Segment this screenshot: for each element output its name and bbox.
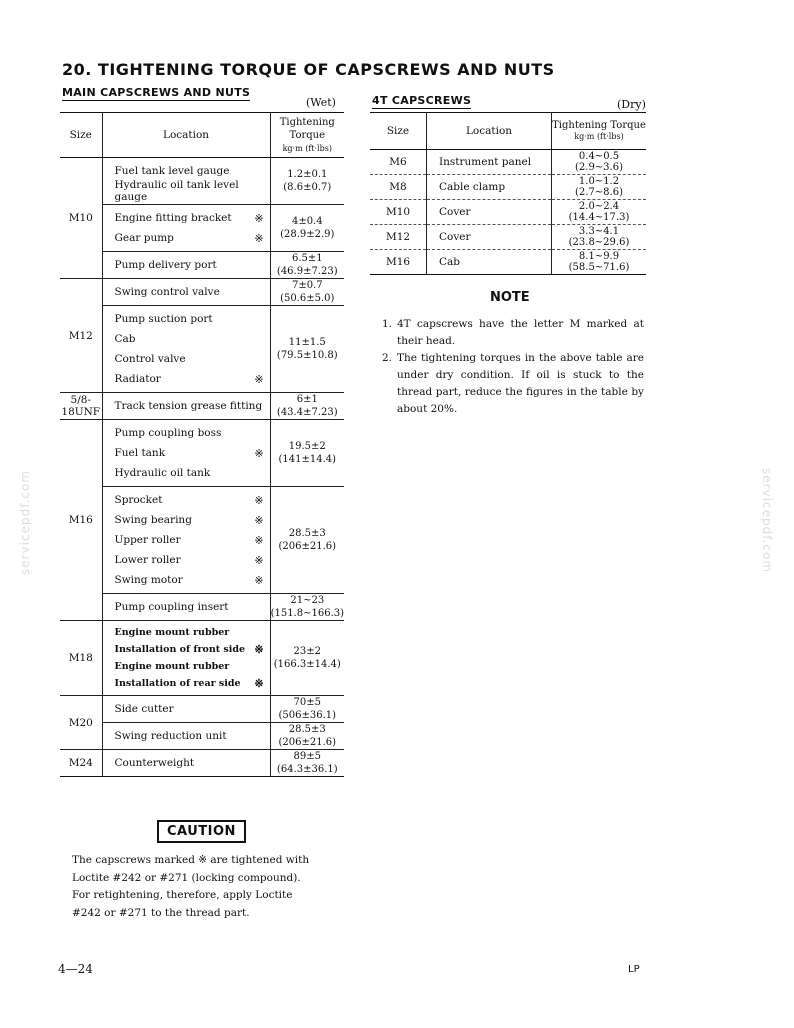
torque-imperial: (46.9±7.23)	[276, 266, 338, 277]
4t-header-torque-line1: Tightening Torque	[552, 120, 646, 131]
table-row	[370, 175, 646, 200]
note-list	[382, 316, 644, 418]
main-table-heading: MAIN CAPSCREWS AND NUTS	[62, 86, 251, 99]
loctite-mark-icon: ※	[254, 573, 264, 587]
table-row	[60, 158, 344, 205]
location-item	[115, 570, 270, 590]
location-name: Hydraulic oil tank	[114, 467, 211, 479]
size-cell	[60, 393, 102, 420]
size-cell: M20	[60, 696, 102, 750]
size-cell: M16	[370, 250, 427, 275]
torque-value: 1.2±0.1	[287, 169, 328, 180]
torque-cell	[270, 306, 344, 393]
torque-cell	[552, 175, 647, 200]
location-name: Side cutter	[114, 703, 174, 715]
location-item	[115, 181, 270, 201]
note-text: The tightening torques in the above table are under dry condition. If oil is stuck to the thread part, reduce the figures in the table by about 20%.	[397, 352, 644, 415]
page-title: 20. TIGHTENING TORQUE OF CAPSCREWS AND NUTS	[62, 60, 555, 79]
loctite-mark-icon: ※	[254, 372, 264, 386]
location-name: Engine fitting bracket	[114, 212, 232, 224]
table-row	[60, 621, 344, 696]
location-item	[115, 329, 270, 349]
torque-cell	[270, 594, 344, 621]
location-name: Pump coupling insert	[114, 601, 229, 613]
torque-value: 7±0.7	[291, 280, 323, 291]
location-name: Swing motor	[114, 574, 183, 586]
location-item	[115, 658, 270, 675]
loctite-mark-icon: ※	[254, 533, 264, 547]
caution-text: The capscrews marked ※ are tightened with Loctite #242 or #271 (locking compound). For retightening, therefore, apply Loctite #242 or #271 to the thread part.	[72, 854, 310, 919]
page-number: 4—24	[58, 962, 93, 976]
location-cell	[102, 487, 270, 594]
location-name: Control valve	[114, 353, 186, 365]
torque-cell	[552, 200, 647, 225]
table-row	[60, 487, 344, 594]
location-item	[115, 423, 270, 443]
torque-imperial: (58.5~71.6)	[568, 262, 630, 273]
torque-cell	[270, 252, 344, 279]
location-cell	[102, 252, 270, 279]
location-name: Swing reduction unit	[114, 730, 227, 742]
torque-imperial: (166.3±14.4)	[273, 659, 341, 670]
torque-imperial: (43.4±7.23)	[276, 407, 338, 418]
torque-imperial: (23.8~29.6)	[568, 237, 630, 248]
table-row	[60, 696, 344, 723]
torque-imperial: (2.9~3.6)	[575, 162, 623, 173]
location-cell	[102, 158, 270, 205]
loctite-mark-icon: ※	[254, 513, 264, 527]
torque-value: 19.5±2	[288, 441, 326, 452]
table-row	[60, 750, 344, 777]
location-name: Counterweight	[114, 757, 195, 769]
loctite-mark-icon: ※	[254, 231, 264, 245]
size-line: 5/8-	[70, 394, 91, 406]
location-item	[115, 675, 270, 692]
doc-code: LP	[628, 964, 640, 975]
torque-value: 2.0~2.4	[578, 201, 620, 212]
4t-table-heading: 4T CAPSCREWS	[372, 94, 472, 107]
size-cell: M24	[60, 750, 102, 777]
torque-imperial: (141±14.4)	[278, 454, 337, 465]
note-number: 1.	[382, 318, 393, 330]
torque-imperial: (2.7~8.6)	[575, 187, 623, 198]
size-cell: M16	[60, 420, 102, 621]
size-cell: M12	[60, 279, 102, 393]
torque-imperial: (50.6±5.0)	[280, 293, 335, 304]
4t-header-torque	[552, 113, 647, 150]
location-item	[115, 597, 270, 617]
header-size: Size	[60, 113, 102, 158]
location-item	[115, 699, 270, 719]
note-number: 2.	[382, 352, 393, 364]
torque-imperial: (506±36.1)	[278, 710, 337, 721]
torque-imperial: (206±21.6)	[278, 737, 337, 748]
location-cell: Cable clamp	[427, 175, 552, 200]
location-name: Track tension grease fitting	[114, 400, 263, 412]
torque-cell	[270, 158, 344, 205]
table-row	[60, 252, 344, 279]
4t-header-size: Size	[370, 113, 427, 150]
torque-value: 28.5±3	[288, 528, 326, 539]
header-torque-line2: Torque	[289, 129, 326, 141]
location-item	[115, 443, 270, 463]
location-item	[115, 369, 270, 389]
location-cell: Instrument panel	[427, 150, 552, 175]
location-item	[115, 510, 270, 530]
location-name: Installation of front side	[114, 644, 246, 655]
location-name: Sprocket	[114, 494, 163, 506]
table-row	[60, 205, 344, 252]
location-cell: Cab	[427, 250, 552, 275]
size-cell: M6	[370, 150, 427, 175]
torque-imperial: (206±21.6)	[278, 541, 337, 552]
location-item	[115, 463, 270, 483]
main-torque-table	[60, 112, 344, 777]
torque-value: 0.4~0.5	[578, 151, 620, 162]
torque-cell	[270, 696, 344, 723]
location-item	[115, 228, 270, 248]
torque-value: 8.1~9.9	[578, 251, 620, 262]
main-table-condition: (Wet)	[306, 96, 336, 109]
location-item	[115, 309, 270, 329]
location-cell: Cover	[427, 200, 552, 225]
location-cell	[102, 621, 270, 696]
note-item	[382, 350, 644, 418]
4t-table-condition: (Dry)	[617, 98, 646, 111]
location-cell	[102, 750, 270, 777]
torque-cell	[552, 250, 647, 275]
location-item	[115, 641, 270, 658]
size-cell: M12	[370, 225, 427, 250]
header-location: Location	[102, 113, 270, 158]
size-cell: M18	[60, 621, 102, 696]
location-cell	[102, 306, 270, 393]
location-cell	[102, 594, 270, 621]
header-torque-line1: Tightening	[279, 116, 335, 128]
location-name: Fuel tank	[114, 447, 166, 459]
torque-value: 89±5	[293, 751, 322, 762]
size-line: 18UNF	[61, 406, 101, 418]
location-name: Lower roller	[114, 554, 181, 566]
header-torque-unit: kg·m (ft·lbs)	[282, 143, 332, 153]
location-name: Swing control valve	[114, 286, 220, 298]
location-cell	[102, 205, 270, 252]
torque-value: 1.0~1.2	[578, 176, 620, 187]
table-row	[60, 420, 344, 487]
location-cell	[102, 279, 270, 306]
location-name: Gear pump	[114, 232, 174, 244]
4t-torque-table	[370, 112, 646, 275]
table-row	[60, 279, 344, 306]
loctite-mark-icon: ※	[254, 446, 264, 460]
location-name: Fuel tank level gauge	[114, 165, 230, 177]
torque-imperial: (151.8~166.3)	[270, 608, 344, 619]
location-name: Engine mount rubber	[114, 661, 230, 672]
4t-header-location: Location	[427, 113, 552, 150]
location-cell	[102, 723, 270, 750]
torque-cell	[270, 621, 344, 696]
torque-value: 6.5±1	[291, 253, 323, 264]
location-item	[115, 726, 270, 746]
torque-cell	[270, 723, 344, 750]
torque-imperial: (28.9±2.9)	[280, 229, 335, 240]
location-cell: Cover	[427, 225, 552, 250]
location-name: Engine mount rubber	[114, 627, 230, 638]
table-row	[370, 250, 646, 275]
location-name: Pump coupling boss	[114, 427, 222, 439]
size-cell: M8	[370, 175, 427, 200]
torque-value: 3.3~4.1	[578, 226, 620, 237]
torque-cell	[270, 279, 344, 306]
header-torque	[270, 113, 344, 158]
torque-value: 23±2	[293, 646, 322, 657]
location-item	[115, 161, 270, 181]
location-item	[115, 282, 270, 302]
torque-cell	[270, 393, 344, 420]
location-name: Upper roller	[114, 534, 181, 546]
torque-value: 11±1.5	[288, 337, 326, 348]
loctite-mark-icon: ※	[254, 211, 264, 225]
watermark-left: servicepdf.com	[18, 470, 32, 576]
table-row	[370, 200, 646, 225]
loctite-mark-icon: ※	[254, 643, 264, 656]
location-cell	[102, 696, 270, 723]
torque-cell	[270, 487, 344, 594]
torque-value: 70±5	[293, 697, 322, 708]
torque-imperial: (79.5±10.8)	[276, 350, 338, 361]
torque-cell	[270, 750, 344, 777]
location-item	[115, 396, 270, 416]
table-row	[370, 150, 646, 175]
torque-value: 21~23	[290, 595, 325, 606]
location-item	[115, 490, 270, 510]
torque-imperial: (14.4~17.3)	[568, 212, 630, 223]
torque-cell	[270, 205, 344, 252]
location-cell	[102, 393, 270, 420]
table-row	[60, 393, 344, 420]
location-item	[115, 550, 270, 570]
location-item	[115, 349, 270, 369]
note-title: NOTE	[490, 290, 530, 305]
loctite-mark-icon: ※	[254, 677, 264, 690]
location-item	[115, 255, 270, 275]
location-name: Swing bearing	[114, 514, 192, 526]
watermark-right: servicepdf.com	[760, 468, 774, 574]
table-row	[370, 225, 646, 250]
size-cell: M10	[60, 158, 102, 279]
torque-cell	[552, 225, 647, 250]
torque-value: 6±1	[296, 394, 318, 405]
location-name: Pump delivery port	[114, 259, 217, 271]
table-row	[60, 306, 344, 393]
location-name: Pump suction port	[114, 313, 213, 325]
torque-value: 4±0.4	[291, 216, 323, 227]
torque-value: 28.5±3	[288, 724, 326, 735]
torque-imperial: (64.3±36.1)	[276, 764, 338, 775]
caution-label: CAUTION	[157, 820, 246, 843]
location-name: Installation of rear side	[114, 678, 241, 689]
location-item	[115, 753, 270, 773]
4t-header-torque-unit: kg·m (ft·lbs)	[574, 132, 624, 141]
size-cell: M10	[370, 200, 427, 225]
torque-cell	[552, 150, 647, 175]
loctite-mark-icon: ※	[254, 493, 264, 507]
location-name: Cab	[114, 333, 136, 345]
location-item	[115, 624, 270, 641]
table-row	[60, 723, 344, 750]
location-item	[115, 208, 270, 228]
torque-imperial: (8.6±0.7)	[283, 182, 332, 193]
location-name: Radiator	[114, 373, 161, 385]
location-cell	[102, 420, 270, 487]
note-text: 4T capscrews have the letter M marked at their head.	[397, 318, 644, 347]
table-row	[60, 594, 344, 621]
location-name: Hydraulic oil tank level gauge	[114, 179, 239, 203]
note-item	[382, 316, 644, 350]
loctite-mark-icon: ※	[254, 553, 264, 567]
torque-cell	[270, 420, 344, 487]
location-item	[115, 530, 270, 550]
